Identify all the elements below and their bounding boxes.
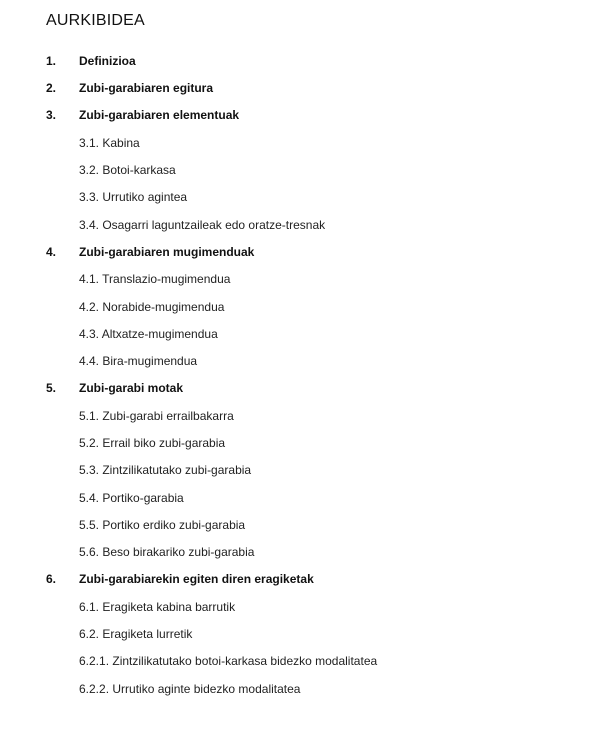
toc-label: Definizioa: [79, 54, 136, 68]
toc-entry-6-2: 6.2. Eragiketa lurretik: [79, 627, 193, 641]
toc-entry-5-1: 5.1. Zubi-garabi errailbakarra: [79, 409, 234, 423]
toc-entry-4-1: 4.1. Translazio-mugimendua: [79, 272, 231, 286]
toc-entry-5-2: 5.2. Errail biko zubi-garabia: [79, 436, 226, 450]
toc-entry-3-3: 3.3. Urrutiko agintea: [79, 190, 188, 204]
toc-entry-6-2-1: 6.2.1. Zintzilikatutako botoi-karkasa bidezko modalitatea: [79, 654, 378, 668]
toc-label: Zubi-garabi motak: [79, 381, 184, 395]
toc-entry-3-4: 3.4. Osagarri laguntzaileak edo oratze-tresnak: [79, 218, 326, 232]
toc-entry-6-1: 6.1. Eragiketa kabina barrutik: [79, 600, 236, 614]
toc-entry-5-5: 5.5. Portiko erdiko zubi-garabia: [79, 518, 246, 532]
toc-number: 1.: [46, 54, 57, 68]
toc-entry-3-1: 3.1. Kabina: [79, 136, 140, 150]
toc-number: 4.: [46, 245, 57, 259]
toc-entry-5-6: 5.6. Beso birakariko zubi-garabia: [79, 545, 255, 559]
toc-label: Zubi-garabiaren egitura: [79, 81, 214, 95]
toc-number: 2.: [46, 81, 57, 95]
toc-entry-4-3: 4.3. Altxatze-mugimendua: [79, 327, 218, 341]
toc-entry-5-4: 5.4. Portiko-garabia: [79, 491, 184, 505]
page-title: AURKIBIDEA: [46, 12, 145, 29]
toc-entry-3-2: 3.2. Botoi-karkasa: [79, 163, 176, 177]
toc-entry-4-4: 4.4. Bira-mugimendua: [79, 354, 198, 368]
toc-number: 3.: [46, 108, 57, 122]
toc-entry-4-2: 4.2. Norabide-mugimendua: [79, 300, 225, 314]
toc-label: Zubi-garabiaren mugimenduak: [79, 245, 255, 259]
toc-entry-6-2-2: 6.2.2. Urrutiko aginte bidezko modalitatea: [79, 682, 301, 696]
toc-number: 6.: [46, 572, 57, 586]
toc-number: 5.: [46, 381, 57, 395]
toc-label: Zubi-garabiarekin egiten diren eragiketak: [79, 572, 314, 586]
toc-entry-5-3: 5.3. Zintzilikatutako zubi-garabia: [79, 463, 252, 477]
toc-label: Zubi-garabiaren elementuak: [79, 108, 240, 122]
